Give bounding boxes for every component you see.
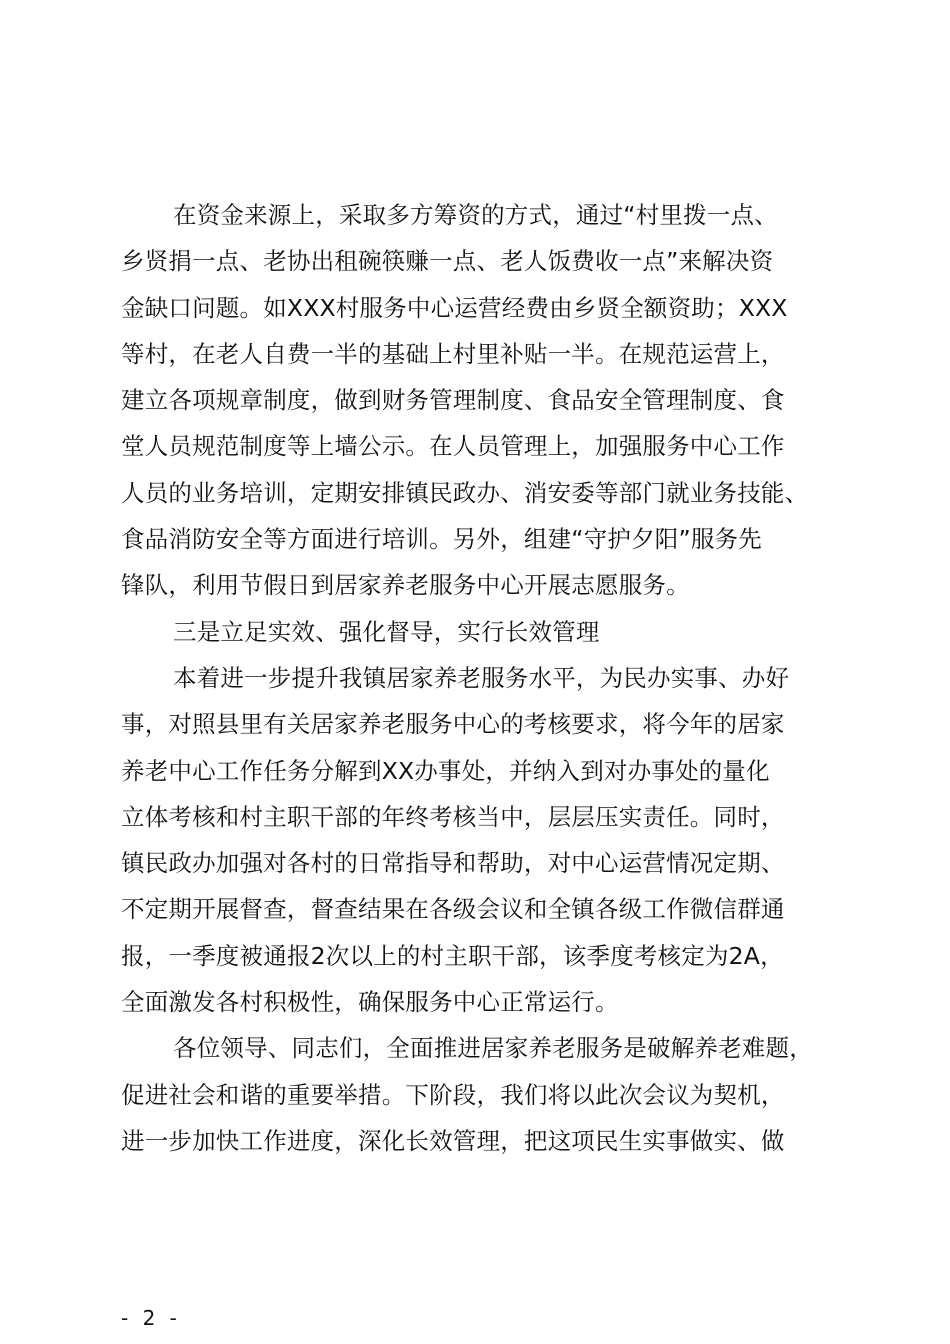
- text-line: 各位领导、同志们，全面推进居家养老服务是破解养老难题，: [173, 1034, 813, 1063]
- text-line: 乡贤捐一点、老协出租碗筷赚一点、老人饭费收一点”来解决资: [121, 247, 774, 276]
- text-line: 进一步加快工作进度，深化长效管理，把这项民生实事做实、做: [121, 1126, 785, 1155]
- text-line: 食品消防安全等方面进行培训。另外，组建“守护夕阳”服务先: [121, 525, 762, 554]
- text-line: 不定期开展督查，督查结果在各级会议和全镇各级工作微信群通: [121, 895, 785, 924]
- text-line: 等村，在老人自费一半的基础上村里补贴一半。在规范运营上，: [121, 339, 785, 368]
- text-line: 本着进一步提升我镇居家养老服务水平，为民办实事、办好: [173, 663, 790, 692]
- text-line: 全面激发各村积极性，确保服务中心正常运行。: [121, 988, 619, 1017]
- text-line: 人员的业务培训，定期安排镇民政办、消安委等部门就业务技能、: [121, 478, 809, 507]
- text-line: 堂人员规范制度等上墙公示。在人员管理上，加强服务中心工作: [121, 432, 785, 461]
- text-line: 镇民政办加强对各村的日常指导和帮助，对中心运营情况定期、: [121, 849, 785, 878]
- text-line: 建立各项规章制度，做到财务管理制度、食品安全管理制度、食: [121, 386, 785, 415]
- text-line: 金缺口问题。如XXX村服务中心运营经费由乡贤全额资助；XXX: [121, 293, 788, 322]
- text-line: 养老中心工作任务分解到XX办事处，并纳入到对办事处的量化: [121, 756, 770, 785]
- section-heading: 三是立足实效、强化督导，实行长效管理: [173, 617, 600, 646]
- document-body: [121, 192, 833, 1164]
- text-line: 立体考核和村主职干部的年终考核当中，层层压实责任。同时，: [121, 802, 785, 831]
- text-line: 报，一季度被通报2次以上的村主职干部，该季度考核定为2A，: [121, 941, 784, 970]
- text-line: 事，对照县里有关居家养老服务中心的考核要求，将今年的居家: [121, 710, 785, 739]
- text-line: 锋队，利用节假日到居家养老服务中心开展志愿服务。: [121, 571, 690, 600]
- text-line: 促进社会和谐的重要举措。下阶段，我们将以此次会议为契机，: [121, 1080, 785, 1109]
- page-number: - 2 -: [121, 1306, 181, 1330]
- text-line: 在资金来源上，采取多方筹资的方式，通过“村里拨一点、: [173, 201, 778, 229]
